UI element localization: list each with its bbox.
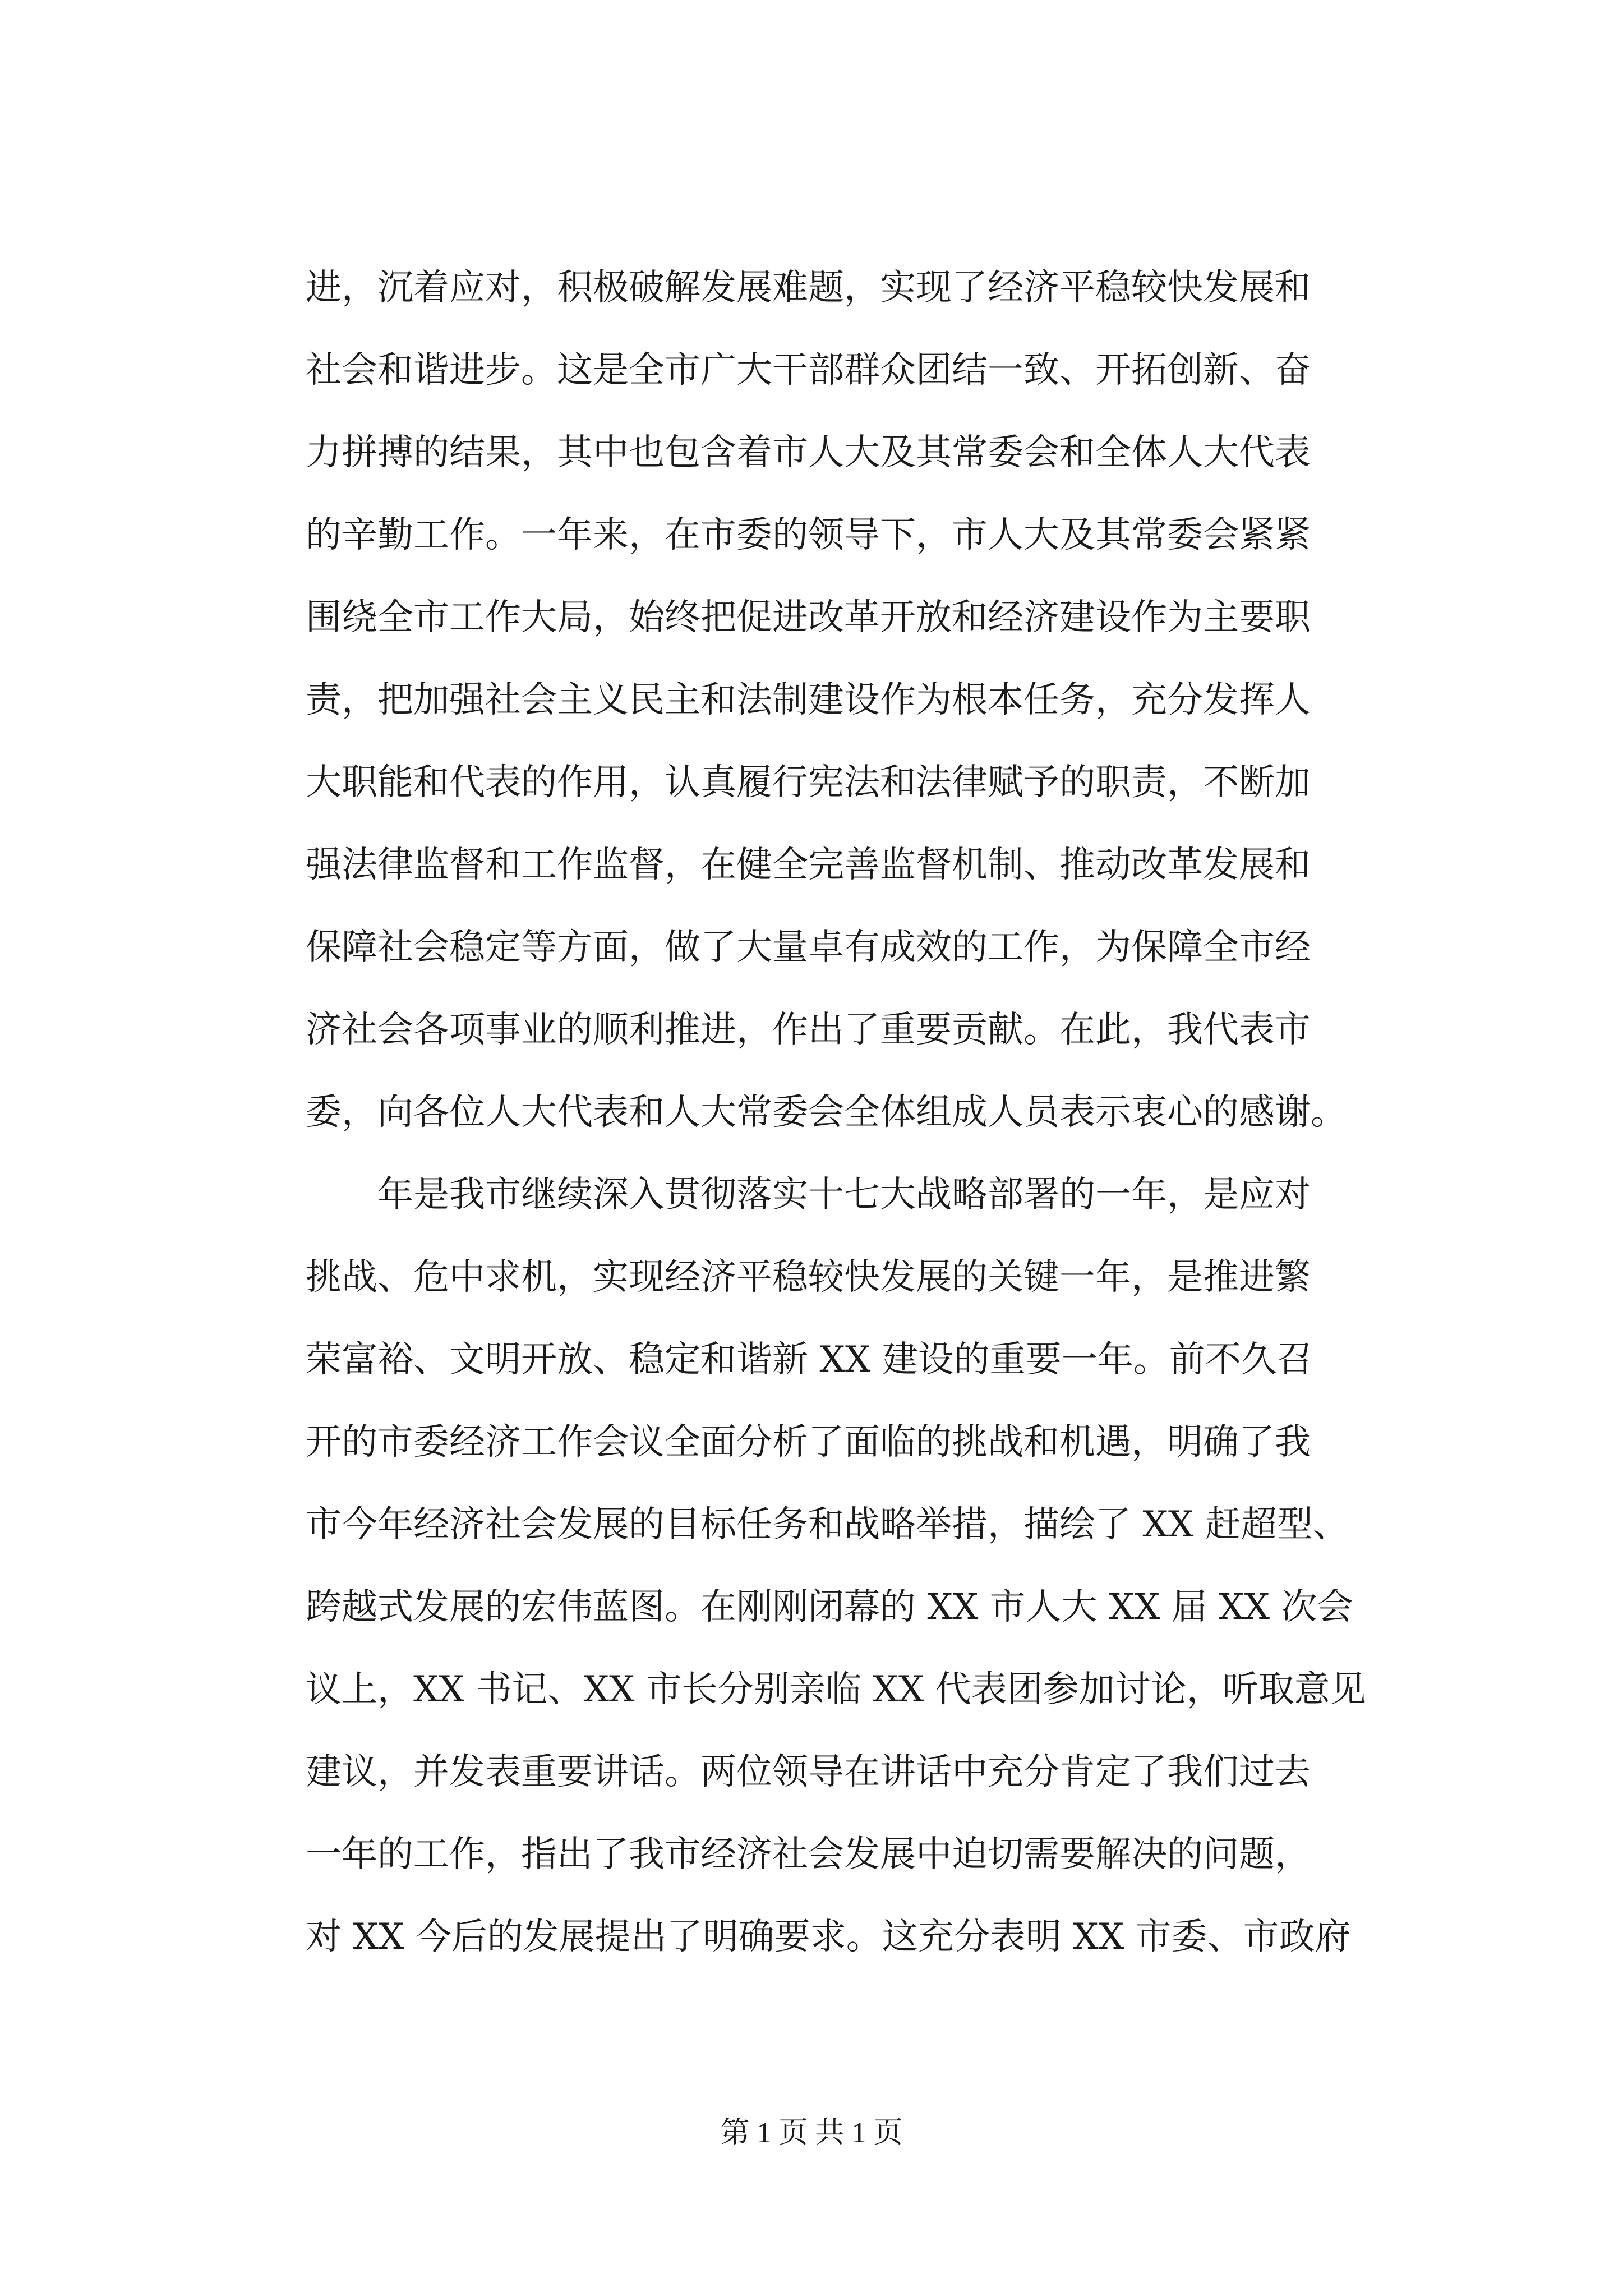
body-text-line: 跨越式发展的宏伟蓝图。在刚刚闭幕的 XX 市人大 XX 届 XX 次会 bbox=[306, 1586, 1353, 1628]
body-text-line: 建议，并发表重要讲话。两位领导在讲话中充分肯定了我们过去 bbox=[306, 1751, 1311, 1793]
body-text-line: 力拼搏的结果，其中也包含着市人大及其常委会和全体人大代表 bbox=[306, 432, 1311, 473]
body-text-line: 保障社会稳定等方面，做了大量卓有成效的工作，为保障全市经 bbox=[306, 927, 1311, 968]
page-footer: 第 1 页 共 1 页 bbox=[720, 2117, 903, 2149]
body-text-line: 进，沉着应对，积极破解发展难题，实现了经济平稳较快发展和 bbox=[306, 267, 1311, 309]
body-text-line: 的辛勤工作。一年来，在市委的领导下，市人大及其常委会紧紧 bbox=[306, 514, 1311, 556]
body-text-line: 一年的工作，指出了我市经济社会发展中迫切需要解决的问题， bbox=[306, 1834, 1311, 1875]
body-text-line: 挑战、危中求机，实现经济平稳较快发展的关键一年，是推进繁 bbox=[306, 1257, 1311, 1298]
body-text-line: 强法律监督和工作监督，在健全完善监督机制、推动改革发展和 bbox=[306, 844, 1311, 886]
body-text-line: 围绕全市工作大局，始终把促进改革开放和经济建设作为主要职 bbox=[306, 597, 1311, 638]
body-text-line: 责，把加强社会主义民主和法制建设作为根本任务，充分发挥人 bbox=[306, 679, 1311, 721]
body-text-line: 济社会各项事业的顺利推进，作出了重要贡献。在此，我代表市 bbox=[306, 1009, 1311, 1051]
body-text-line: 委，向各位人大代表和人大常委会全体组成人员表示衷心的感谢。 bbox=[306, 1092, 1347, 1133]
body-text-line: 议上，XX 书记、XX 市长分别亲临 XX 代表团参加讨论，听取意见 bbox=[306, 1669, 1366, 1710]
body-text-line: 市今年经济社会发展的目标任务和战略举措，描绘了 XX 赶超型、 bbox=[306, 1504, 1349, 1545]
body-text-line: 大职能和代表的作用，认真履行宪法和法律赋予的职责，不断加 bbox=[306, 762, 1311, 803]
body-text-line: 社会和谐进步。这是全市广大干部群众团结一致、开拓创新、奋 bbox=[306, 349, 1311, 391]
body-text-line: 对 XX 今后的发展提出了明确要求。这充分表明 XX 市委、市政府 bbox=[306, 1916, 1351, 1958]
body-text-line: 开的市委经济工作会议全面分析了面临的挑战和机遇，明确了我 bbox=[306, 1421, 1311, 1463]
body-text-line: 荣富裕、文明开放、稳定和谐新 XX 建设的重要一年。前不久召 bbox=[306, 1339, 1313, 1381]
paragraph-first-line: 年是我市继续深入贯彻落实十七大战略部署的一年，是应对 bbox=[306, 1174, 1311, 1216]
